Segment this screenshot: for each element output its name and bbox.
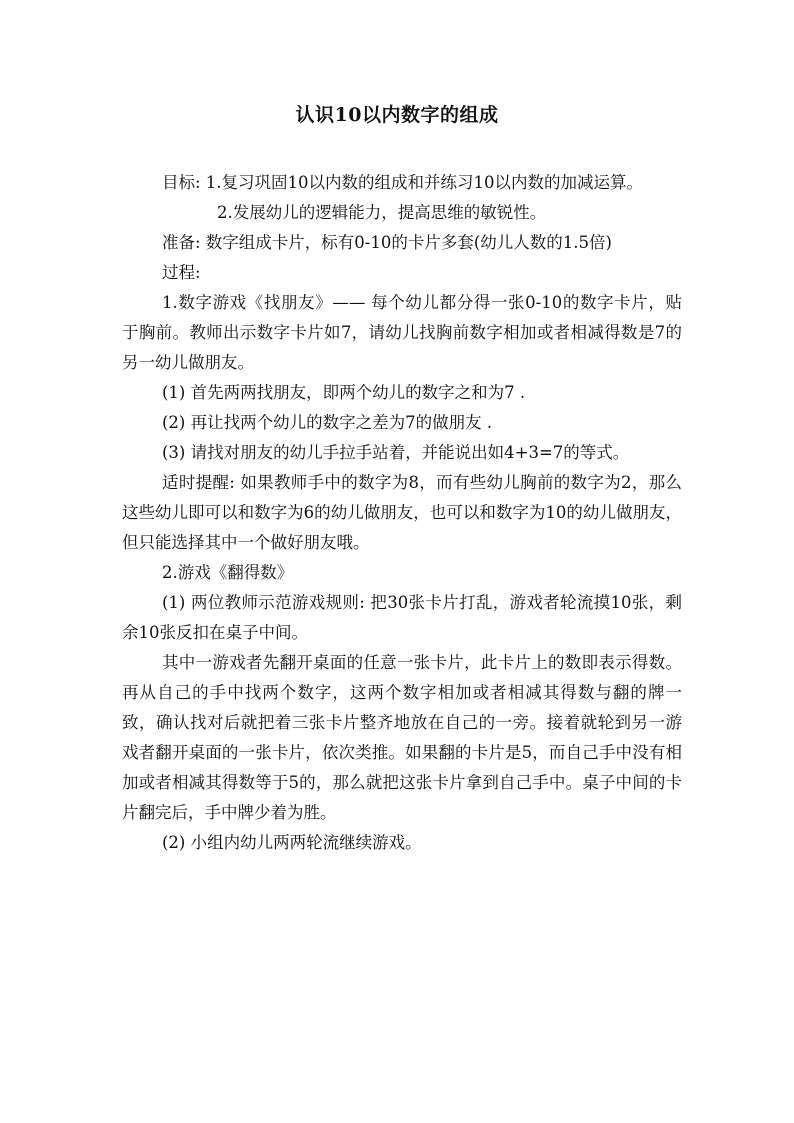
document-body: [122, 168, 682, 858]
paragraph-game-2-heading: 2.游戏《翻得数》: [162, 563, 294, 582]
paragraph-step-3: (3) 请找对朋友的幼儿手拉手站着，并能说出如4+3=7的等式。: [162, 443, 630, 462]
document-title: 认识10以内数字的组成: [295, 104, 499, 126]
paragraph-game-1: 1.数字游戏《找朋友》—— 每个幼儿都分得一张0-10的数字卡片，贴于胸前。教师出示数字卡片如7，请幼儿找胸前数字相加或者相减得数是7的另一幼儿做朋友。: [122, 293, 682, 372]
paragraph-game-2-group: (2) 小组内幼儿两两轮流继续游戏。: [162, 833, 422, 852]
paragraph-game-2-rule: (1) 两位教师示范游戏规则: 把30张卡片打乱，游戏者轮流摸10张，剩余10张反扣在桌子中间。: [122, 593, 682, 642]
paragraph-reminder: 适时提醒: 如果教师手中的数字为8，而有些幼儿胸前的数字为2，那么这些幼儿即可以和数字为6的幼儿做朋友，也可以和数字为10的幼儿做朋友，但只能选择其中一个做好朋友哦。: [122, 473, 682, 552]
paragraph-step-1: (1) 首先两两找朋友，即两个幼儿的数字之和为7 .: [162, 383, 526, 402]
paragraph-preparation: 准备: 数字组成卡片，标有0-10的卡片多套(幼儿人数的1.5倍): [162, 233, 612, 252]
paragraph-process-heading: 过程:: [162, 263, 201, 282]
paragraph-step-2: (2) 再让找两个幼儿的数字之差为7的做朋友 .: [162, 413, 493, 432]
paragraph-game-2-detail: 其中一游戏者先翻开桌面的任意一张卡片，此卡片上的数即表示得数。再从自己的手中找两个数字，这两个数字相加或者相减其得数与翻的牌一致，确认找对后就把着三张卡片整齐地放在自己的一旁。接着就轮到另一游戏者翻开桌面的一张卡片，依次类推。如果翻的卡片是5，而自己手中没有相加或者相减其得数等于5的，那么就把这张卡片拿到自己手中。桌子中间的卡片翻完后，手中牌少着为胜。: [122, 653, 682, 822]
paragraph-goal-1: 目标: 1.复习巩固10以内数的组成和并练习10以内数的加减运算。: [162, 173, 644, 192]
paragraph-goal-2: 2.发展幼儿的逻辑能力，提高思维的敏锐性。: [217, 203, 547, 222]
